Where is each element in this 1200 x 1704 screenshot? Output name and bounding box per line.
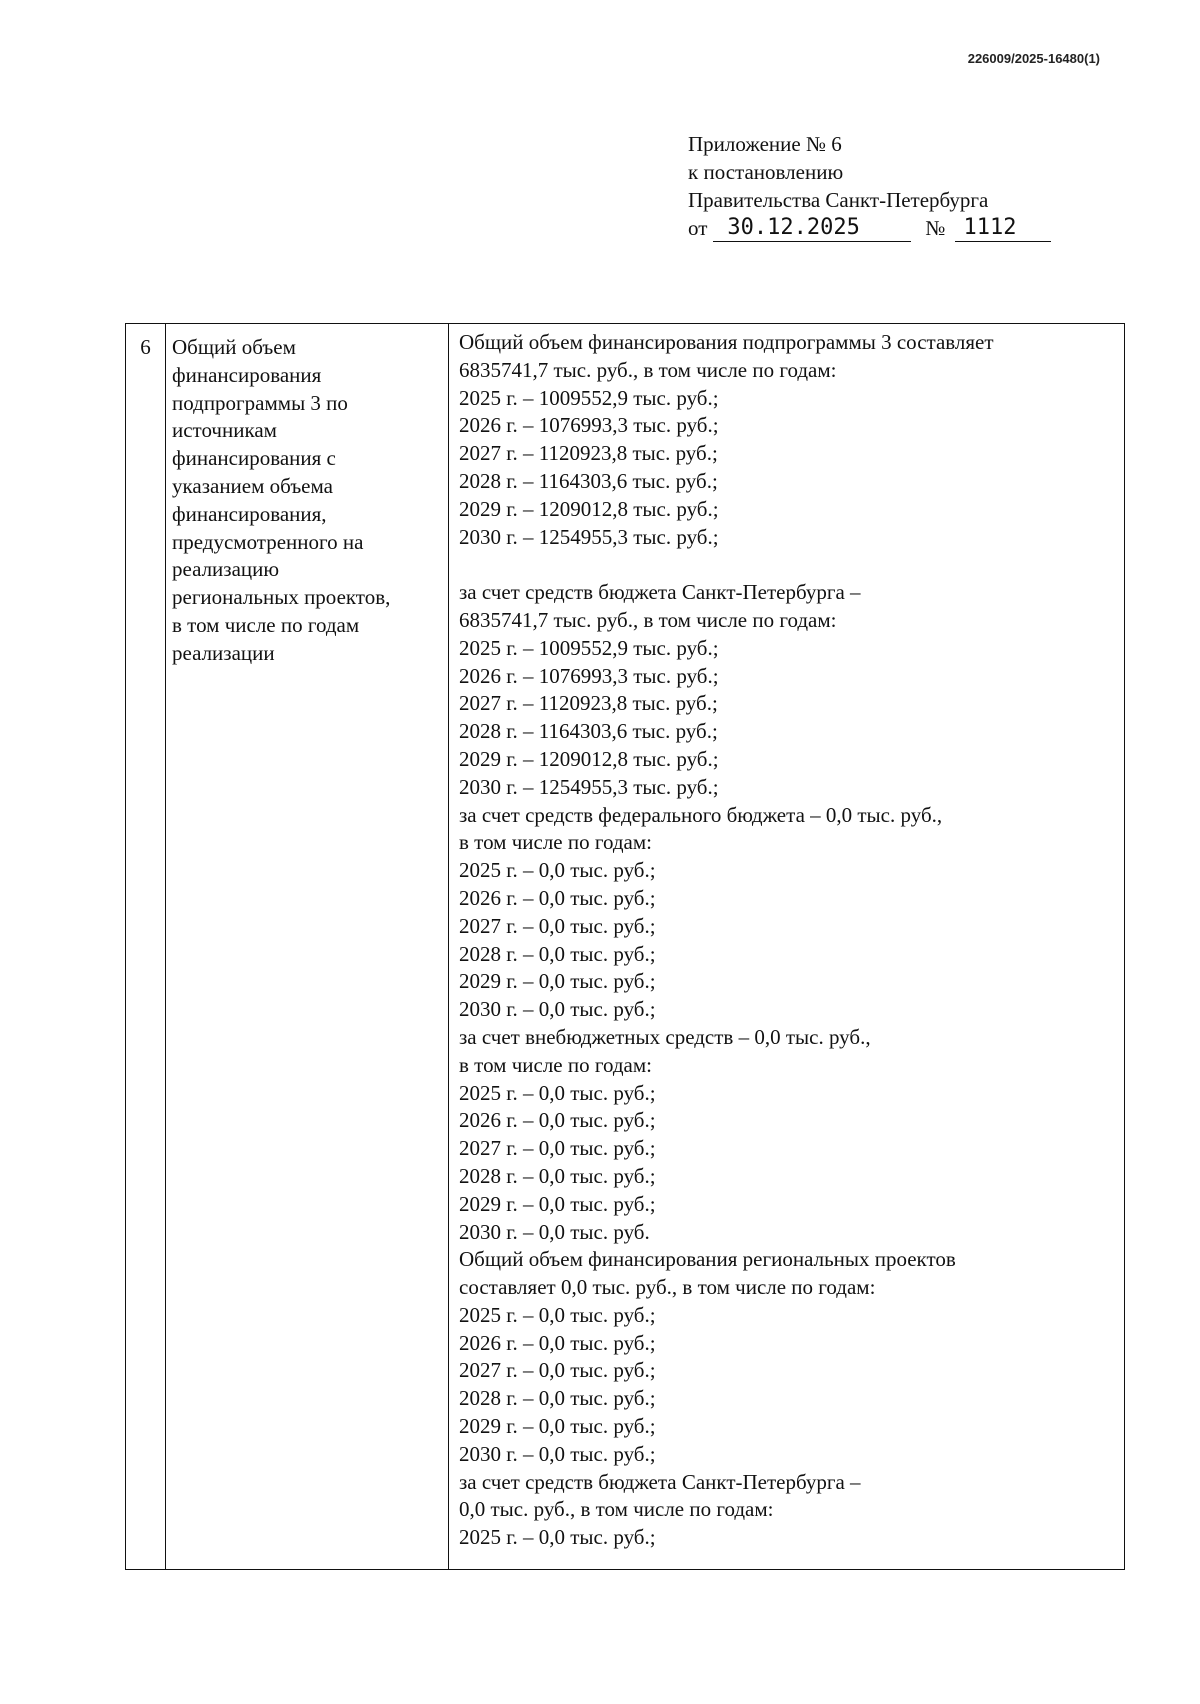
parameter-value-line: 2028 г. – 0,0 тыс. руб.; [459, 941, 656, 966]
parameter-value-line: за счет средств бюджета Санкт-Петербурга – [459, 580, 861, 605]
parameter-value-line: 2025 г. – 0,0 тыс. руб.; [459, 858, 656, 883]
parameter-value-line: 2030 г. – 0,0 тыс. руб. [459, 1219, 650, 1244]
parameter-value-line: 2027 г. – 1120923,8 тыс. руб.; [459, 441, 718, 466]
row-number: 6 [140, 335, 151, 359]
parameter-name-line: источникам [172, 418, 277, 443]
parameter-value-line: 2030 г. – 0,0 тыс. руб.; [459, 1441, 656, 1466]
parameter-value-line: 6835741,7 тыс. руб., в том числе по годам: [459, 607, 837, 632]
decree-date: 30.12.2025 [713, 215, 911, 242]
parameter-name-line: финансирования с [172, 446, 336, 471]
number-sign: № [925, 216, 946, 240]
parameter-value-line: 2025 г. – 1009552,9 тыс. руб.; [459, 385, 719, 410]
parameter-value-line: 2025 г. – 1009552,9 тыс. руб.; [459, 635, 719, 660]
decree-number: 1112 [955, 215, 1051, 242]
parameter-name-line: реализацию [172, 557, 280, 582]
parameter-name-line: региональных проектов, [172, 585, 391, 610]
parameter-value-line: 2030 г. – 1254955,3 тыс. руб.; [459, 774, 719, 799]
annex-ref-line: к постановлению [688, 160, 844, 184]
parameter-value-line: 0,0 тыс. руб., в том числе по годам: [459, 1497, 774, 1522]
parameter-name-line: в том числе по годам [172, 612, 360, 637]
parameter-value-line: Общий объем финансирования подпрограммы 3 составляет [459, 330, 994, 354]
parameter-value-line: 2028 г. – 1164303,6 тыс. руб.; [459, 719, 718, 744]
annex-header [688, 130, 1051, 242]
parameter-value-line: Общий объем финансирования региональных проектов [459, 1247, 956, 1272]
parameter-value-line: 2030 г. – 1254955,3 тыс. руб.; [459, 524, 719, 549]
parameter-value-line: 2028 г. – 0,0 тыс. руб.; [459, 1163, 656, 1188]
parameter-name-line: указанием объема [172, 473, 333, 498]
date-prefix: от [688, 216, 708, 240]
row-number-cell [126, 324, 166, 1569]
parameter-name-line: Общий объем [172, 335, 296, 359]
annex-authority: Правительства Санкт-Петербурга [688, 188, 989, 212]
annex-title: Приложение № 6 [688, 132, 842, 156]
parameter-value-line: за счет средств бюджета Санкт-Петербурга – [459, 1469, 861, 1494]
parameter-value-line: 2026 г. – 0,0 тыс. руб.; [459, 1330, 656, 1355]
parameter-value-line: составляет 0,0 тыс. руб., в том числе по годам: [459, 1275, 876, 1300]
parameter-value-line: 2029 г. – 0,0 тыс. руб.; [459, 1191, 656, 1216]
annex-date-line [688, 214, 1051, 242]
parameter-value-line: 2029 г. – 1209012,8 тыс. руб.; [459, 496, 719, 521]
parameter-name-line: финансирования, [172, 501, 327, 526]
parameter-value-line: 2025 г. – 0,0 тыс. руб.; [459, 1302, 656, 1327]
parameter-value-line: в том числе по годам: [459, 1052, 652, 1077]
parameter-value-line: 2025 г. – 0,0 тыс. руб.; [459, 1080, 656, 1105]
parameter-name-line: предусмотренного на [172, 529, 364, 554]
parameter-value-line: 2029 г. – 0,0 тыс. руб.; [459, 1414, 656, 1439]
parameter-value-line [459, 551, 1124, 579]
parameter-value-line: 2028 г. – 0,0 тыс. руб.; [459, 1386, 656, 1411]
parameter-name-cell [166, 324, 449, 1569]
parameter-value-line: за счет внебюджетных средств – 0,0 тыс. руб., [459, 1024, 871, 1049]
parameter-name-line: подпрограммы 3 по [172, 390, 348, 415]
parameter-value-line: 2027 г. – 0,0 тыс. руб.; [459, 913, 656, 938]
parameter-value-line: 2027 г. – 0,0 тыс. руб.; [459, 1136, 656, 1161]
parameter-name-line: финансирования [172, 362, 322, 387]
parameter-value-cell [449, 324, 1124, 1569]
parameter-value-line: 2030 г. – 0,0 тыс. руб.; [459, 997, 656, 1022]
parameter-value-line: 6835741,7 тыс. руб., в том числе по годам: [459, 357, 837, 382]
parameter-value-line: 2028 г. – 1164303,6 тыс. руб.; [459, 468, 718, 493]
parameter-value-line: 2027 г. – 0,0 тыс. руб.; [459, 1358, 656, 1383]
parameter-value-line: в том числе по годам: [459, 830, 652, 855]
parameter-value-line: 2029 г. – 0,0 тыс. руб.; [459, 969, 656, 994]
parameter-value-line: 2025 г. – 0,0 тыс. руб.; [459, 1525, 656, 1550]
parameter-value-line: 2026 г. – 0,0 тыс. руб.; [459, 1108, 656, 1133]
parameter-value-line: 2029 г. – 1209012,8 тыс. руб.; [459, 746, 719, 771]
parameter-name-line: реализации [172, 640, 275, 665]
financing-table [125, 323, 1125, 1570]
document-id: 226009/2025-16480(1) [967, 51, 1100, 66]
parameter-value-line: 2026 г. – 0,0 тыс. руб.; [459, 885, 656, 910]
parameter-value-line: 2026 г. – 1076993,3 тыс. руб.; [459, 663, 719, 688]
parameter-value-line: за счет средств федерального бюджета – 0,0 тыс. руб., [459, 802, 943, 827]
parameter-value-line: 2027 г. – 1120923,8 тыс. руб.; [459, 691, 718, 716]
parameter-value-line: 2026 г. – 1076993,3 тыс. руб.; [459, 413, 719, 438]
